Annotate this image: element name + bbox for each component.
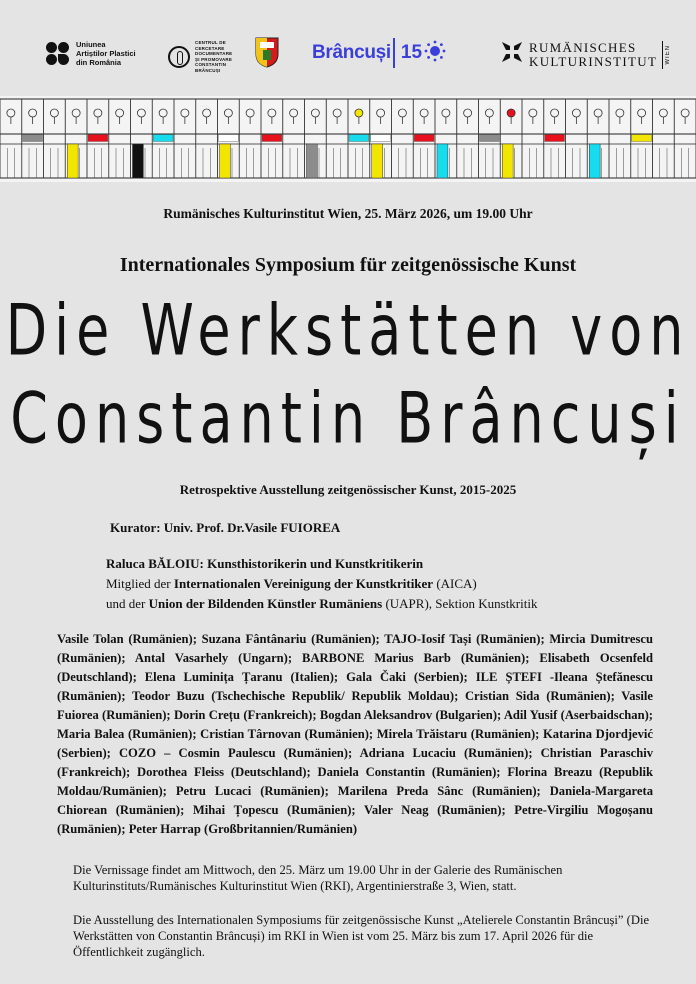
rki-logo bbox=[500, 40, 671, 69]
symposium-title: Internationales Symposium für zeitgenössische Kunst bbox=[119, 254, 577, 276]
artist-list: Vasile Tolan (Rumänien); Suzana Fântânariu (Rumänien); TAJO-Iosif Tași (Rumänien); Mircia Dumitrescu (Rumänien); Antal Vasarhely (Ungarn); BARBONE Marius Barb (Rumänien); Elisabeth Ocsenfeld (Deutschland); Elena Luminița Țaranu (Italien); Gala Čaki (Serbien); ILE ȘTEFI -Ileana Ștefănescu (Rumänien); Teodor Buzu (Tschechische Republik/ Republik Moldau); Cristian Sida (Rumänien); Vasile Fuiorea (Rumänien); Dorin Crețu (Frankreich); Bogdan Aleksandrov (Bulgarien); Adil Yusif (Aserbaidschan); Maria Balea (Rumänien); Cristian Târnovan (Rumänien); Mirela Trăistaru (Rumänien); Katarina Djordjević (Serbien); COZO – Cosmin Paulescu (Rumänien); Adriana Lucaciu (Rumänien); Christian Paraschiv (Frankreich); Dorothea Fleiss (Deutschland); Daniela Constantin (Rumänien); Florina Breazu (Republik Moldau/Rumänien); Petru Lucaci (Rumänien); Marilena Preda Sânc (Rumänien); Daniela-Margareta Chiorean (Rumänien); Mihai Țopescu (Rumänien); Valer Neag (Rumänien); Petre-Virgiliu Mogoșanu (Rumänien); Peter Harrap (Großbritannien/Rumänien) bbox=[57, 632, 653, 836]
centru-line3: DOCUMENTARE bbox=[195, 51, 233, 56]
retrospective-subtitle: Retrospektive Ausstellung zeitgenössischer Kunst, 2015-2025 bbox=[179, 482, 517, 497]
uap-line1: Uniunea bbox=[76, 40, 106, 49]
brancusi15-logo bbox=[312, 38, 446, 68]
rki-cross-icon bbox=[500, 40, 524, 69]
brancusi15-name: Brâncuși bbox=[312, 42, 391, 63]
centru-logo bbox=[168, 40, 232, 73]
exhibition-paragraph: Die Ausstellung des Internationalen Symposiums für zeitgenössische Kunst „Atelierele Constantin Brâncuși” (Die Werkstätten von Constantin Brâncuși) im RKI in Wien ist vom 25. März bis zum 17. April 2026 für die Öffentlichkeit zugänglich. bbox=[73, 913, 650, 959]
centru-circle-icon bbox=[168, 46, 190, 68]
uap-logo bbox=[46, 40, 136, 67]
critic-info bbox=[106, 554, 537, 614]
vernissage-paragraph: Die Vernissage findet am Mittwoch, den 25. März um 19.00 Uhr in der Galerie des Rumänischen Kulturinstituts/Rumänisches Kulturinstitut Wien (RKI), Argentinierstraße 3, Wien, statt. bbox=[73, 863, 563, 893]
main-title-line2: Constantin Brâncuși bbox=[10, 377, 686, 461]
centru-line5: CONSTANTIN bbox=[195, 62, 227, 67]
critic-line2: Mitglied der Internationalen Vereinigung der Kunstkritiker (AICA) bbox=[106, 576, 477, 591]
centru-line4: ȘI PROMOVARE bbox=[195, 56, 233, 62]
uap-line2: Artiștilor Plastici bbox=[76, 49, 136, 58]
main-title-line1: Die Werkstätten von bbox=[5, 289, 691, 373]
sun-icon bbox=[424, 40, 446, 67]
crest-icon bbox=[254, 36, 280, 68]
venue-line: Rumänisches Kulturinstitut Wien, 25. März 2026, um 19.00 Uhr bbox=[163, 206, 533, 221]
critic-line1: Raluca BĂLOIU: Kunsthistorikerin und Kunstkritikerin bbox=[106, 556, 424, 571]
centru-line1: CENTRUL DE bbox=[195, 40, 226, 45]
rki-line2: KULTURINSTITUT bbox=[529, 53, 658, 69]
rki-side: WIEN bbox=[665, 44, 672, 65]
uap-mark-icon bbox=[46, 42, 70, 66]
uap-line3: din România bbox=[76, 58, 122, 67]
critic-line3: und der Union der Bildenden Künstler Rumäniens (UAPR), Sektion Kunstkritik bbox=[106, 596, 538, 611]
piano-keys-graphic bbox=[0, 96, 696, 182]
rki-line1: RUMÄNISCHES bbox=[529, 39, 637, 55]
brancusi15-number: 15 bbox=[400, 42, 423, 63]
centru-line6: BRÂNCUȘI bbox=[195, 67, 221, 73]
centru-line2: CERCETARE bbox=[195, 45, 225, 51]
logo-bar bbox=[0, 36, 696, 76]
curator-line: Kurator: Univ. Prof. Dr.Vasile FUIOREA bbox=[110, 520, 341, 535]
